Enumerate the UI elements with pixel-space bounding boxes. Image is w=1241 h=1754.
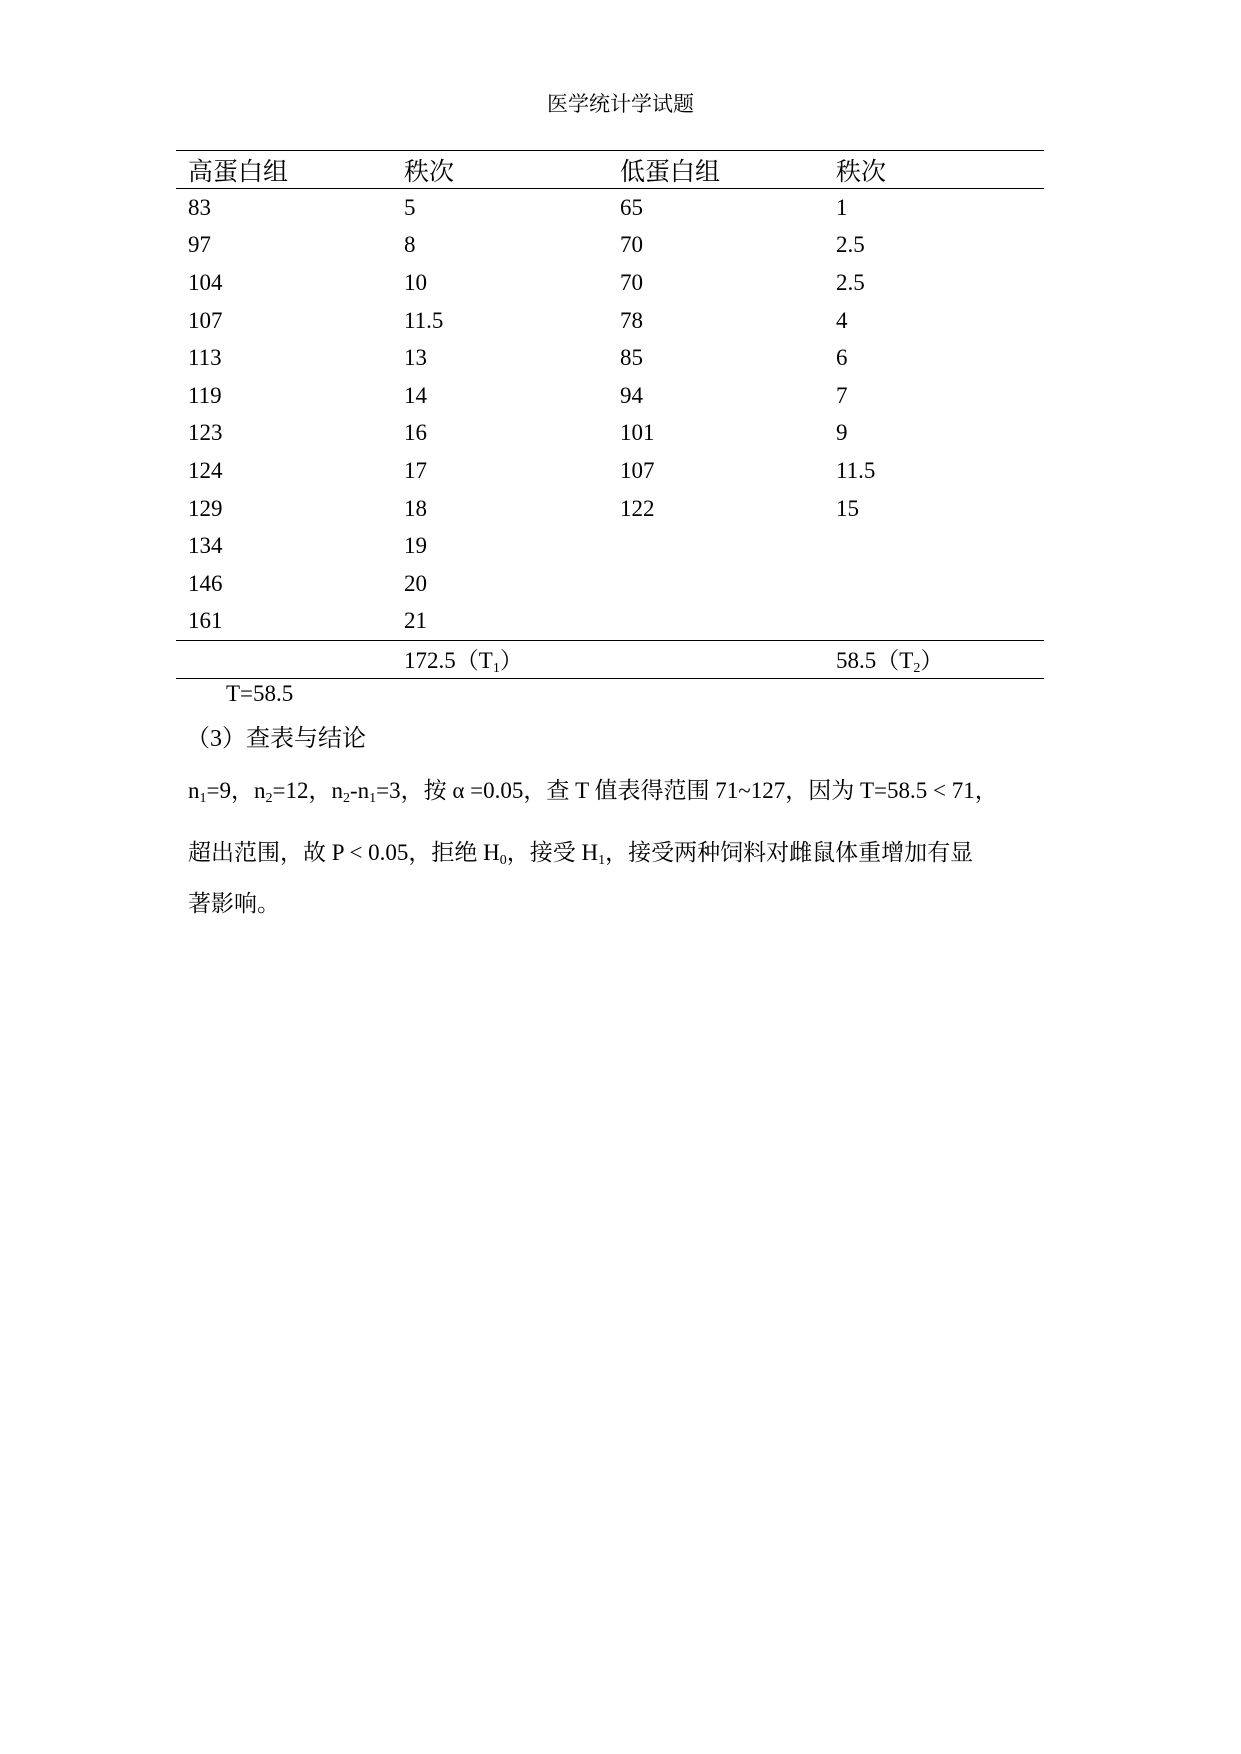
- t1-total: $172.5(T_1)$: [404, 648, 523, 677]
- high-protein-rank-cell: 8: [404, 232, 416, 258]
- high-protein-value-cell: 161: [188, 608, 223, 634]
- high-protein-value-cell: 124: [188, 457, 223, 483]
- low-protein-rank-cell: 11.5: [836, 457, 876, 483]
- low-protein-rank-cell: 15: [836, 495, 859, 521]
- rank-table: [176, 150, 1044, 679]
- t2-total: $58.5(T_2)$: [836, 648, 944, 677]
- low-protein-rank-cell: 4: [836, 307, 848, 333]
- high-protein-value-cell: 146: [188, 570, 223, 596]
- totals-row: [176, 641, 1044, 679]
- t-statistic-line: T=58.5: [226, 681, 294, 706]
- low-protein-rank-cell: [824, 565, 1044, 603]
- low-protein-value-cell: 70: [620, 232, 643, 258]
- low-protein-rank-cell: 2.5: [836, 269, 865, 295]
- low-protein-value-cell: 122: [620, 495, 655, 521]
- column-header-high-protein: 高蛋白组: [188, 158, 289, 186]
- low-protein-value-cell: 107: [620, 457, 655, 483]
- table-row: [176, 565, 1044, 603]
- conclusion-paragraph-line-1: $n_1=9$，$n_2=12$，$n_2-n_1=3$，按 α =0.05，查 T 值表得范围 71~127，因为 T=58.5 < 71，: [188, 778, 998, 806]
- high-protein-rank-cell: 17: [404, 457, 427, 483]
- conclusion-paragraph-line-3: 著影响。: [188, 891, 280, 916]
- table-row: [176, 377, 1044, 415]
- totals-empty-cell: [176, 641, 392, 679]
- table-row: [176, 527, 1044, 565]
- high-protein-rank-cell: 14: [404, 382, 427, 408]
- high-protein-rank-cell: 13: [404, 345, 427, 371]
- high-protein-value-cell: 123: [188, 420, 223, 446]
- table-row: [176, 452, 1044, 490]
- table-row: [176, 415, 1044, 453]
- high-protein-rank-cell: 16: [404, 420, 427, 446]
- table-row: [176, 490, 1044, 528]
- table-row: [176, 189, 1044, 227]
- low-protein-value-cell: [608, 603, 824, 641]
- low-protein-value-cell: 78: [620, 307, 643, 333]
- high-protein-value-cell: 83: [188, 194, 211, 220]
- high-protein-value-cell: 113: [188, 345, 222, 371]
- column-header-rank-1: 秩次: [404, 158, 455, 186]
- table-body: [176, 189, 1044, 641]
- low-protein-value-cell: [608, 527, 824, 565]
- high-protein-value-cell: 119: [188, 382, 222, 408]
- low-protein-rank-cell: 6: [836, 345, 848, 371]
- high-protein-rank-cell: 18: [404, 495, 427, 521]
- table-row: [176, 339, 1044, 377]
- section-heading: （3）查表与结论: [186, 726, 366, 752]
- low-protein-value-cell: [608, 565, 824, 603]
- low-protein-rank-cell: 1: [836, 194, 848, 220]
- high-protein-rank-cell: 10: [404, 269, 427, 295]
- low-protein-rank-cell: 7: [836, 382, 848, 408]
- low-protein-rank-cell: [824, 603, 1044, 641]
- high-protein-value-cell: 134: [188, 533, 223, 559]
- high-protein-rank-cell: 11.5: [404, 307, 444, 333]
- column-header-rank-2: 秩次: [836, 158, 887, 186]
- high-protein-value-cell: 107: [188, 307, 223, 333]
- high-protein-rank-cell: 5: [404, 194, 416, 220]
- high-protein-rank-cell: 21: [404, 608, 427, 634]
- totals-empty-cell: [608, 641, 824, 679]
- table-row: [176, 227, 1044, 265]
- high-protein-value-cell: 129: [188, 495, 223, 521]
- low-protein-value-cell: 65: [620, 194, 643, 220]
- table-row: [176, 302, 1044, 340]
- high-protein-rank-cell: 19: [404, 533, 427, 559]
- low-protein-value-cell: 70: [620, 269, 643, 295]
- conclusion-paragraph-line-2: 超出范围，故 P < 0.05，拒绝 $H_0$，接受 $H_1$，接受两种饲料对雌鼠体重增加有显: [188, 840, 974, 868]
- column-header-low-protein: 低蛋白组: [620, 158, 721, 186]
- page-header-title: 医学统计学试题: [547, 92, 694, 116]
- low-protein-value-cell: 85: [620, 345, 643, 371]
- low-protein-rank-cell: 2.5: [836, 232, 865, 258]
- table-row: [176, 264, 1044, 302]
- table-row: [176, 603, 1044, 641]
- table-header-row: [176, 151, 1044, 189]
- low-protein-rank-cell: 9: [836, 420, 848, 446]
- low-protein-rank-cell: [824, 527, 1044, 565]
- high-protein-rank-cell: 20: [404, 570, 427, 596]
- low-protein-value-cell: 94: [620, 382, 643, 408]
- high-protein-value-cell: 104: [188, 269, 223, 295]
- high-protein-value-cell: 97: [188, 232, 211, 258]
- low-protein-value-cell: 101: [620, 420, 655, 446]
